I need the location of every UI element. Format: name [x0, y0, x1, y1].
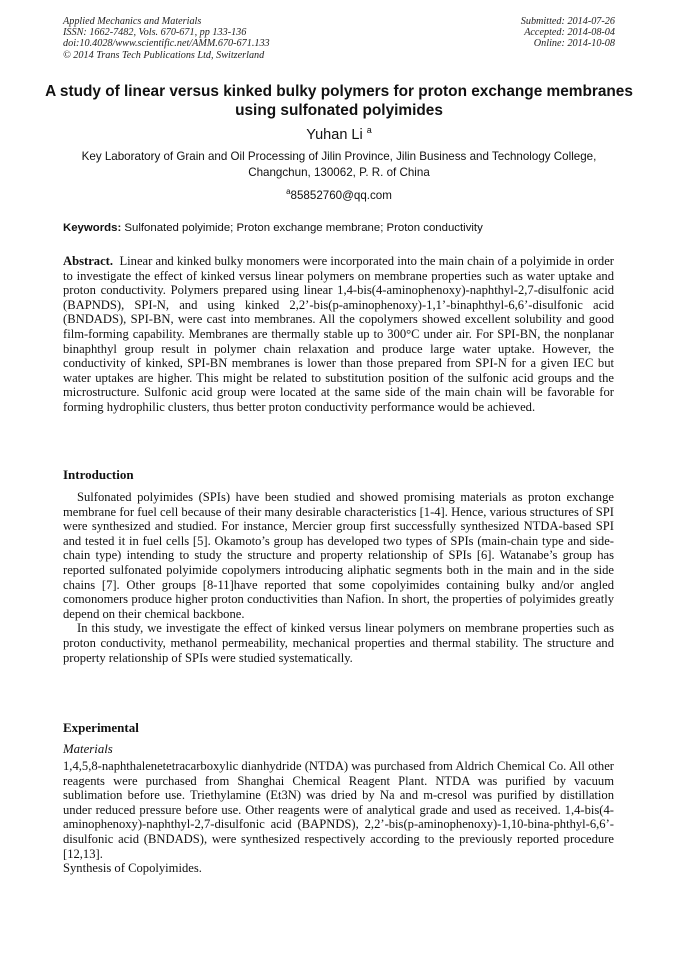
journal-copyright: © 2014 Trans Tech Publications Ltd, Switzerland	[63, 49, 265, 61]
introduction-paragraph: In this study, we investigate the effect of kinked versus linear polymers on membrane properties such as proton conductivity, methanol permeability, mechanical properties and thermal stability. The structure and property relationship of SPIs were studied systematically.	[63, 621, 614, 665]
date-submitted: Submitted: 2014-07-26	[520, 16, 615, 27]
email-mark: a	[286, 187, 291, 196]
keywords	[63, 222, 623, 234]
email-line	[0, 187, 678, 202]
paper-title: A study of linear versus kinked bulky polymers for proton exchange membranes using sulfonated polyimides	[45, 83, 633, 119]
author-mark: a	[366, 125, 372, 135]
date-accepted: Accepted: 2014-08-04	[524, 27, 615, 39]
experimental-body	[63, 759, 614, 876]
affiliation: Key Laboratory of Grain and Oil Processing of Jilin Province, Jilin Business and Technology College, Changchun, 130062, P. R. of China	[81, 150, 597, 179]
journal-issn: ISSN: 1662-7482, Vols. 670-671, pp 133-136	[63, 27, 247, 39]
email-address[interactable]: 85852760@qq.com	[290, 189, 392, 202]
date-online: Online: 2014-10-08	[533, 38, 615, 50]
introduction-body	[63, 490, 614, 665]
keywords-text: Sulfonated polyimide; Proton exchange membrane; Proton conductivity	[124, 222, 483, 234]
abstract-text: Linear and kinked bulky monomers were incorporated into the main chain of a polyimide in order to investigate the effect of kinked versus linear polymers on membrane properties such as water uptake and proton conductivity. Polymers prepared using linear 1,4-bis(4-aminophenoxy)-naphthyl-2,7-disulfonic acid (BAPNDS), SPI-N, and using kinked 2,2’-bis(p-aminophenoxy)-1,1’-binaphthyl-6,6’-disulfonic acid (BNDADS), SPI-BN, were cast into membranes. All the copolymers showed excellent solubility and good film-forming capability. Membranes are thermally stable up to 300°C under air. For SPI-BN, the nonplanar binaphthyl group result in polymer chain relaxation and produce large water uptake. However, the conductivity of kinked, SPI-BN membranes is lower than those prepared from SPI-N for a given IEC but water uptakes are higher. This might be related to substitution position of the sulfonic acid groups and the microstructure. Sulfonic acid group were located at the same side of the main chain will be favorable for forming hydrophilic clusters, thus better proton conductivity performance would be achieved.	[63, 254, 615, 414]
submission-dates	[521, 16, 615, 50]
journal-name: Applied Mechanics and Materials	[63, 16, 202, 27]
keywords-label: Keywords:	[63, 222, 122, 234]
introduction-heading: Introduction	[63, 467, 134, 482]
author-name: Yuhan Li	[306, 127, 363, 143]
abstract	[63, 254, 614, 415]
materials-paragraph: 1,4,5,8-naphthalenetetracarboxylic dianhydride (NTDA) was purchased from Aldrich Chemical Co. All other reagents were purchased from Shanghai Chemical Reagent Plant. NTDA was purified by vacuum sublimation before use. Triethylamine (Et3N) was dried by Na and m-cresol was purified by distillation under reduced pressure before use. Other reagents were of analytical grade and used as received. 1,4-bis(4-aminophenoxy)-naphthyl-2,7-disulfonic acid (BAPNDS), 2,2’-bis(p-aminophenoxy)-1,10-bina-phthyl-6,6’-disulfonic acid (BNDADS), were synthesized respectively according to the previously reported procedure [12,13].	[63, 759, 614, 861]
synthesis-subheading: Synthesis of Copolyimides.	[63, 861, 202, 876]
experimental-heading: Experimental	[63, 720, 139, 735]
journal-doi: doi:10.4028/www.scientific.net/AMM.670-671.133	[63, 38, 270, 50]
journal-info	[63, 16, 270, 61]
introduction-paragraph: Sulfonated polyimides (SPIs) have been studied and showed promising materials as proton exchange membrane for fuel cell because of their many desirable characteristics [1-4]. Hence, various structures of SPI were synthesized and studied. For instance, Mercier group first successfully synthesized NTDA-based SPI and tested it in fuel cells [5]. Okamoto’s group has developed two types of SPIs (main-chain type and side-chain type) intending to study the structure and property relationship of SPIs [6]. Watanabe’s group has reported sulfonated polyimide copolymers introducing aliphatic segments both in the main and in the side chains [7]. Other groups [8-11]have reported that some copolyimides containing bulky and/or angled comonomers produce higher proton conductivities than Nafion. In short, the properties of polyimides greatly depend on their chemical backbone.	[63, 490, 614, 621]
author-line	[0, 125, 678, 143]
materials-subheading: Materials	[63, 742, 113, 756]
abstract-label: Abstract.	[63, 254, 114, 268]
